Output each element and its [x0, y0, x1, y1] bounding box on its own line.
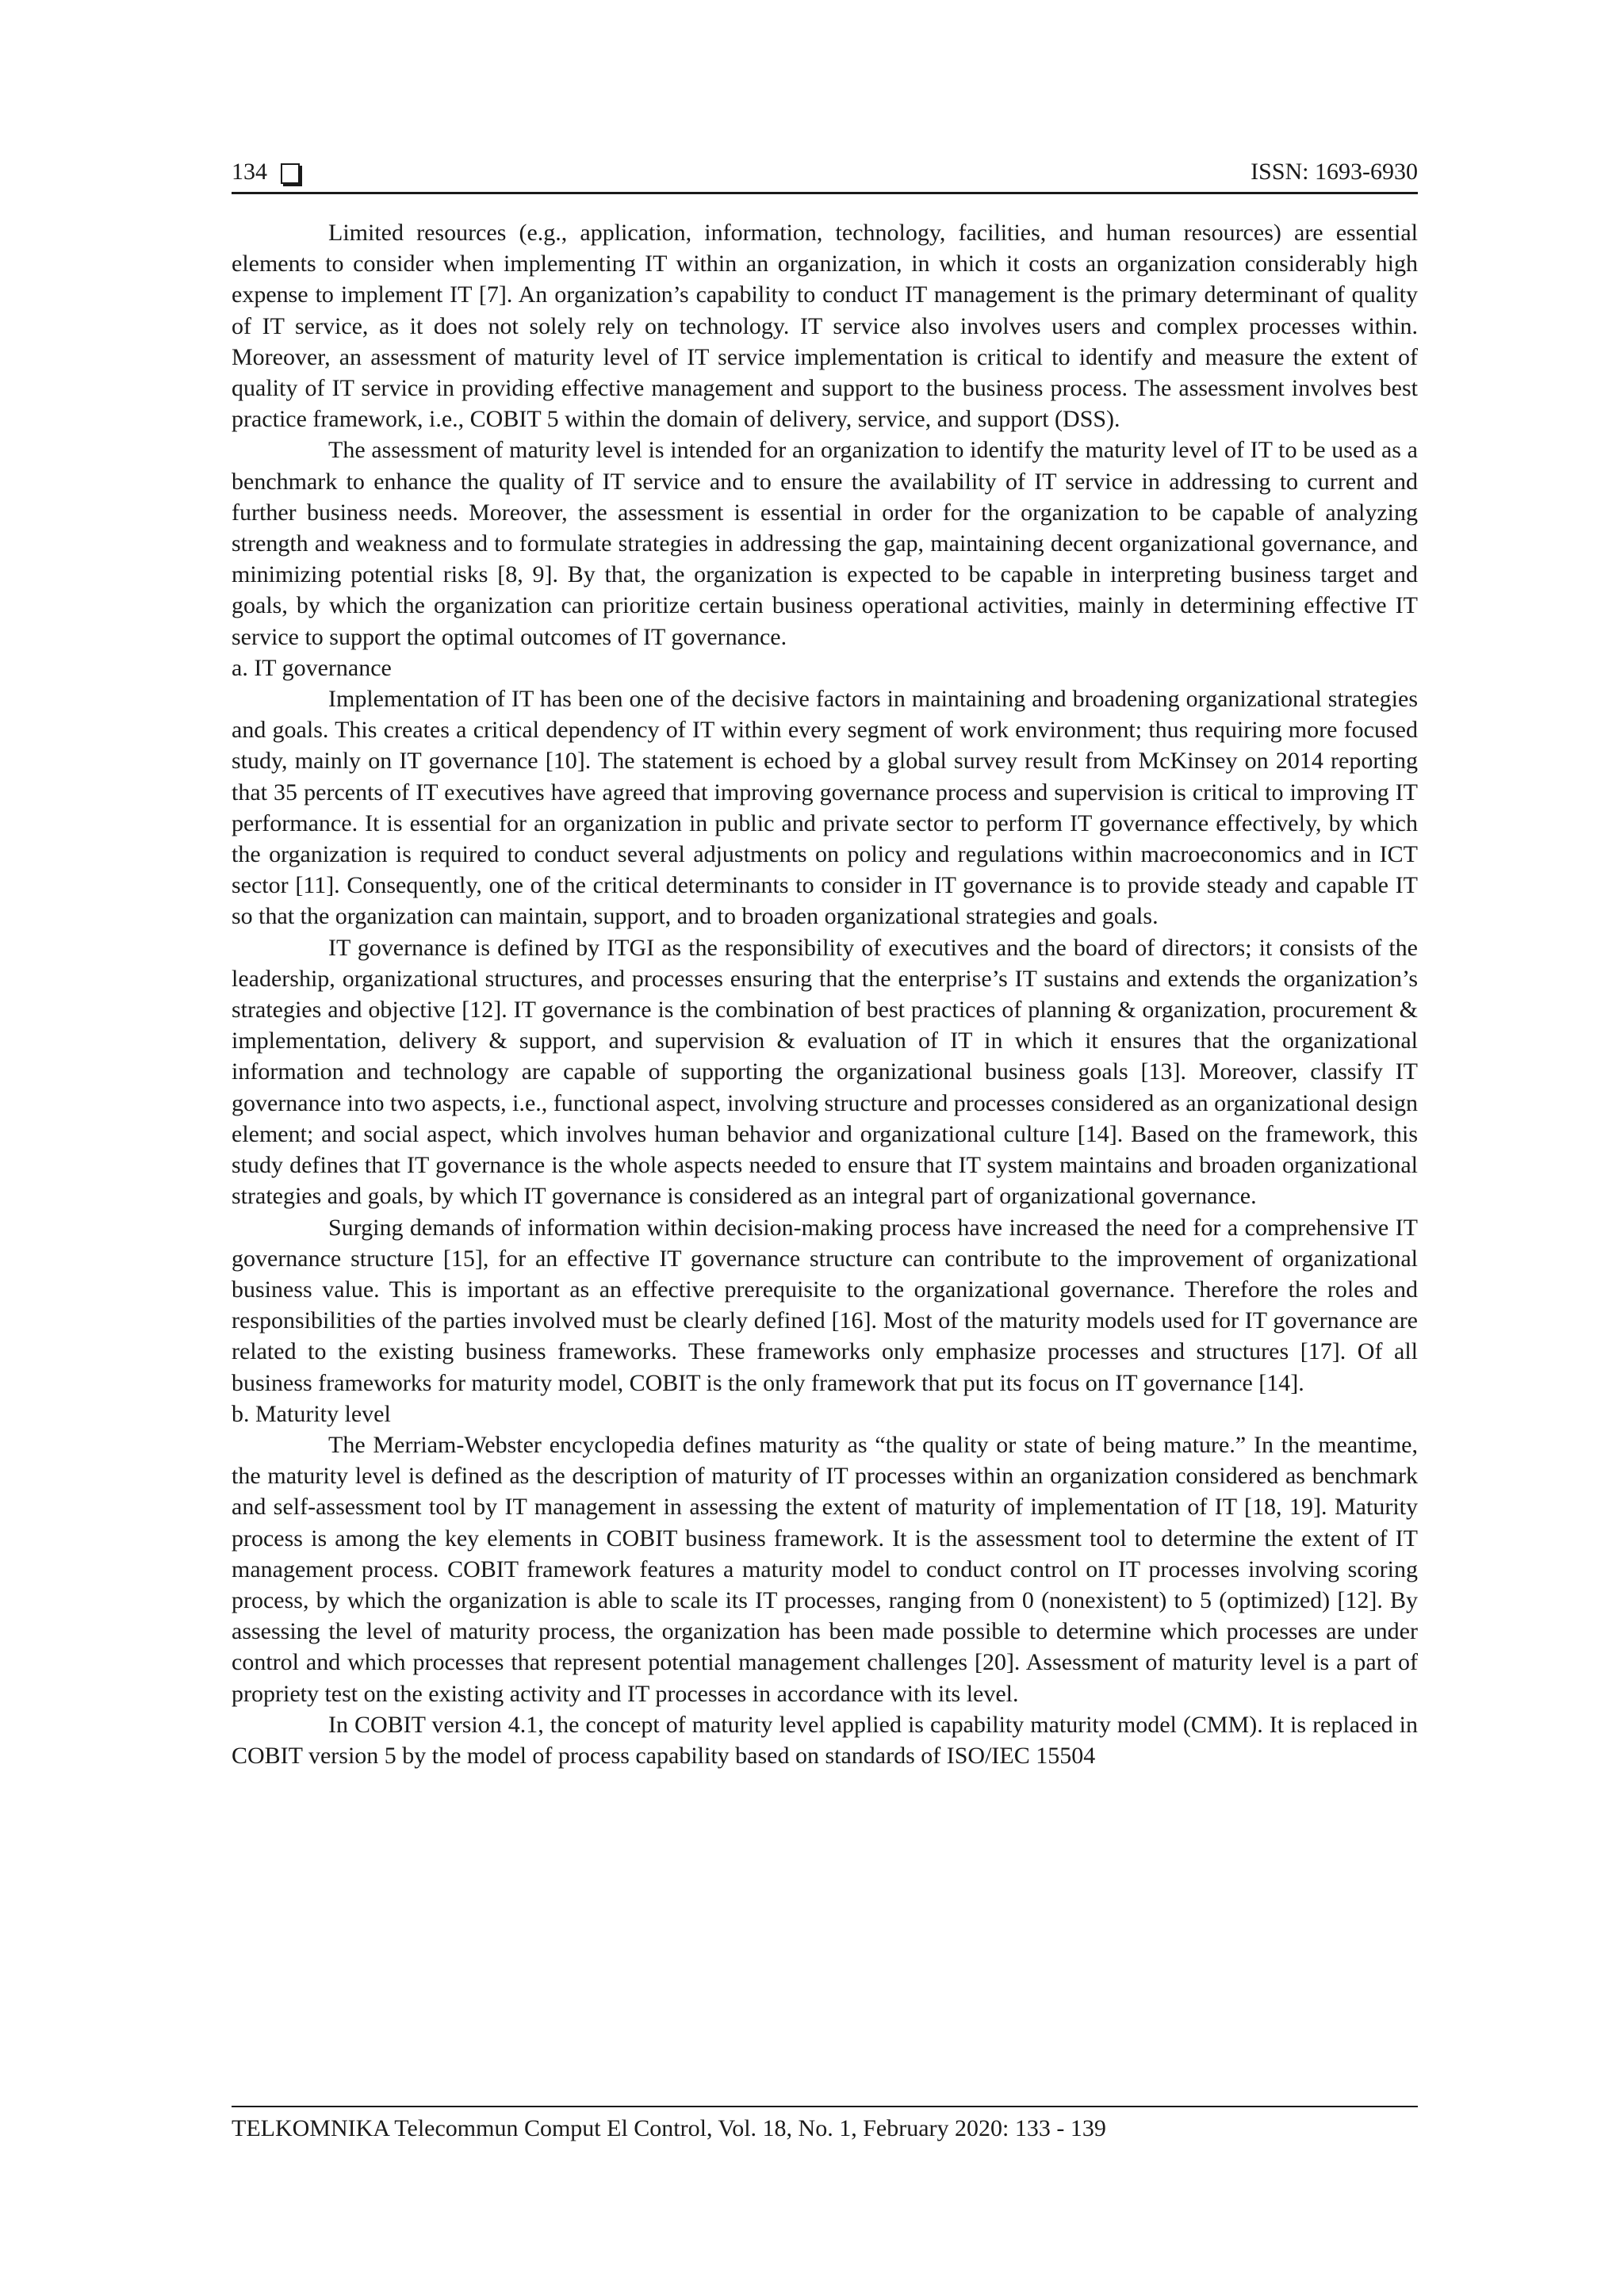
footer-rule [232, 2106, 1418, 2107]
paragraph: The assessment of maturity level is intended for an organization to identify the maturity level of IT to be used as a benchmark to enhance the quality of IT service and to ensure the availability of IT service in addressing to current and further business needs. Moreover, the assessment is essential in order for the organization to be capable of analyzing strength and weakness and to formulate strategies in addressing the gap, maintaining decent organizational governance, and minimizing potential risks [8, 9]. By that, the organization is expected to be capable in interpreting business target and goals, by which the organization can prioritize certain business operational activities, mainly in determining effective IT service to support the optimal outcomes of IT governance. [232, 437, 1418, 650]
paragraph: IT governance is defined by ITGI as the responsibility of executives and the board of directors; it consists of the leadership, organizational structures, and processes ensuring that the enterprise’s IT sustains and extends the organization’s strategies and objective [12]. IT governance is the combination of best practices of planning & organization, procurement & implementation, delivery & support, and supervision & evaluation of IT in which it ensures that the organizational information and technology are capable of supporting the organizational business goals [13]. Moreover, classify IT governance into two aspects, i.e., functional aspect, involving structure and processes considered as an organizational design element; and social aspect, which involves human behavior and organizational culture [14]. Based on the framework, this study defines that IT governance is the whole aspects needed to ensure that IT system maintains and broaden organizational strategies and goals, by which IT governance is considered as an integral part of organizational governance. [232, 934, 1418, 1210]
paragraph: Limited resources (e.g., application, information, technology, facilities, and human resources) are essential elements to consider when implementing IT within an organization, in which it costs an organization considerably high expense to implement IT [7]. An organization’s capability to conduct IT management is the primary determinant of quality of IT service, as it does not solely rely on technology. IT service also involves users and complex processes within. Moreover, an assessment of maturity level of IT service implementation is critical to identify and measure the extent of quality of IT service in providing effective management and support to the business process. The assessment involves best practice framework, i.e., COBIT 5 within the domain of delivery, service, and support (DSS). [232, 220, 1418, 433]
header-rule [232, 192, 1418, 194]
square-icon [281, 163, 300, 184]
journal-citation: TELKOMNIKA Telecommun Comput El Control, Vol. 18, No. 1, February 2020: 133 - 139 [232, 2115, 1106, 2141]
body-text [232, 217, 1418, 1771]
running-header [232, 155, 1418, 190]
page-number: 134 [232, 159, 267, 185]
issn-label: ISSN: 1693-6930 [1251, 159, 1418, 185]
paragraph: In COBIT version 4.1, the concept of maturity level applied is capability maturity model (CMM). It is replaced in COBIT version 5 by the model of process capability based on standards of ISO/IEC 15504 [232, 1711, 1418, 1769]
paragraph: Surging demands of information within decision-making process have increased the need for a comprehensive IT governance structure [15], for an effective IT governance structure can contribute to the improvement of organizational business value. This is important as an effective prerequisite to the organizational governance. Therefore the roles and responsibilities of the parties involved must be clearly defined [16]. Most of the maturity models used for IT governance are related to the existing business frameworks. These frameworks only emphasize processes and structures [17]. Of all business frameworks for maturity model, COBIT is the only framework that put its focus on IT governance [14]. [232, 1214, 1418, 1396]
subsection-heading: b. Maturity level [232, 1400, 391, 1427]
subsection-heading: a. IT governance [232, 654, 392, 681]
paragraph: The Merriam-Webster encyclopedia defines maturity as “the quality or state of being mature.” In the meantime, the maturity level is defined as the description of maturity of IT processes within an organization considered as benchmark and self-assessment tool by IT management in assessing the extent of maturity of implementation of IT [18, 19]. Maturity process is among the key elements in COBIT business framework. It is the assessment tool to determine the extent of IT management process. COBIT framework features a maturity model to conduct control on IT processes involving scoring process, by which the organization is able to scale its IT processes, ranging from 0 (nonexistent) to 5 (optimized) [12]. By assessing the level of maturity process, the organization has been made possible to determine which processes are under control and which processes that represent potential management challenges [20]. Assessment of maturity level is a part of propriety test on the existing activity and IT processes in accordance with its level. [232, 1431, 1418, 1707]
paragraph: Implementation of IT has been one of the decisive factors in maintaining and broadening organizational strategies and goals. This creates a critical dependency of IT within every segment of work environment; thus requiring more focused study, mainly on IT governance [10]. The statement is echoed by a global survey result from McKinsey on 2014 reporting that 35 percents of IT executives have agreed that improving governance process and supervision is critical to improving IT performance. It is essential for an organization in public and private sector to perform IT governance effectively, by which the organization is required to conduct several adjustments on policy and regulations within macroeconomics and in ICT sector [11]. Consequently, one of the critical determinants to consider in IT governance is to provide steady and capable IT so that the organization can maintain, support, and to broaden organizational strategies and goals. [232, 686, 1418, 930]
